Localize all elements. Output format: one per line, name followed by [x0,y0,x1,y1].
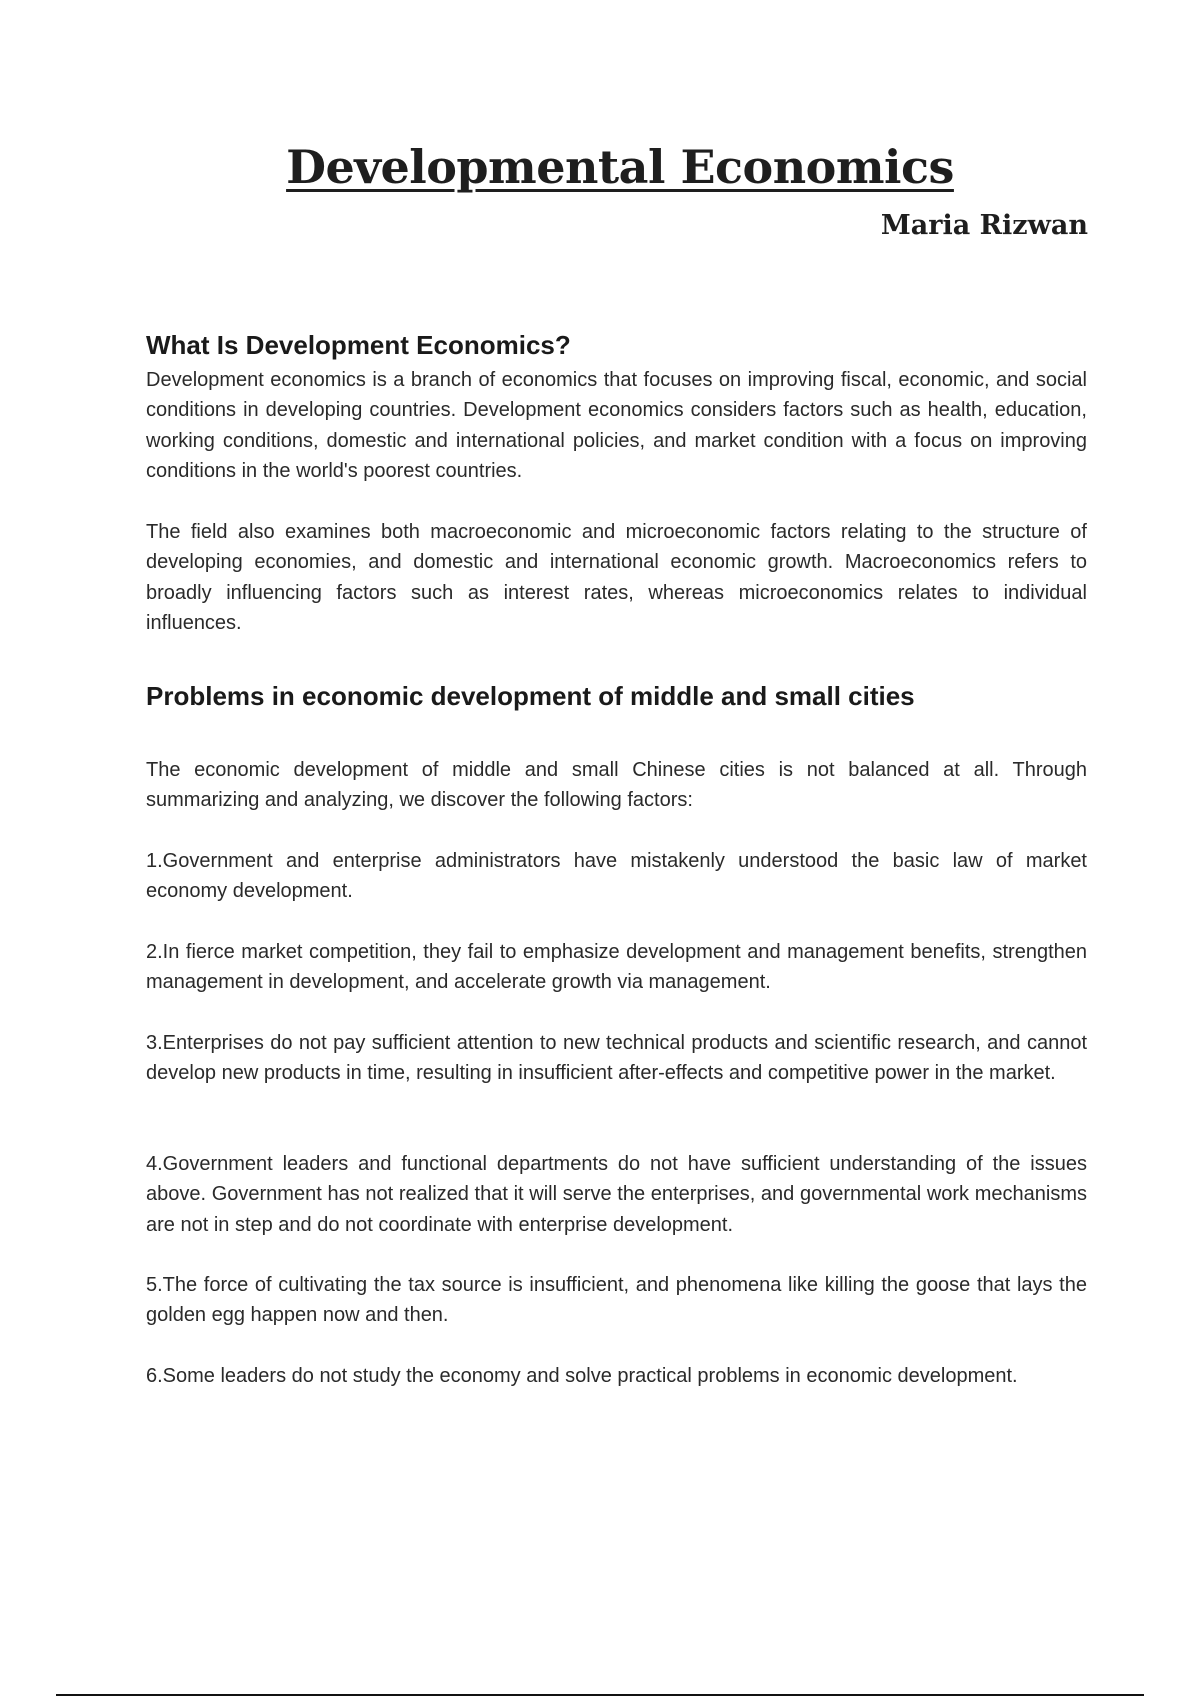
list-item: 6.Some leaders do not study the economy and solve practical problems in economic development. [146,1365,1018,1387]
list-item: 5.The force of cultivating the tax source is insufficient, and phenomena like killing the goose that lays the golden egg happen now and then. [146,1274,1087,1327]
paragraph: Development economics is a branch of economics that focuses on improving fiscal, economic, and social conditions in developing countries. Development economics considers factors such as health, education, working conditions, domestic and international policies, and market condition with a focus on improving conditions in the world's poorest countries. [146,369,1087,483]
list-item: 3.Enterprises do not pay sufficient attention to new technical products and scientific research, and cannot develop new products in time, resulting in insufficient after-effects and competitive power in the market. [146,1032,1087,1085]
list-item: 4.Government leaders and functional departments do not have sufficient understanding of the issues above. Government has not realized that it will serve the enterprises, and governmental work mechanisms are not in step and do not coordinate with enterprise development. [146,1153,1087,1236]
section-heading-what-is: What Is Development Economics? [146,330,571,360]
document-author: Maria Rizwan [880,210,1088,241]
paragraph-intro: The economic development of middle and small Chinese cities is not balanced at all. Through summarizing and analyzing, we discover the following factors: [146,759,1087,812]
footer-rule [56,1694,1144,1696]
list-item: 1.Government and enterprise administrators have mistakenly understood the basic law of market economy development. [146,850,1087,903]
document-title: Developmental Economics [286,140,954,194]
paragraph: The field also examines both macroeconomic and microeconomic factors relating to the structure of developing economies, and domestic and international economic growth. Macroeconomics refers to broadly influencing factors such as interest rates, whereas microeconomics relates to individual influences. [146,521,1087,635]
section-heading-problems: Problems in economic development of middle and small cities [146,681,915,711]
list-item: 2.In fierce market competition, they fail to emphasize development and management benefits, strengthen management in development, and accelerate growth via management. [146,941,1087,994]
